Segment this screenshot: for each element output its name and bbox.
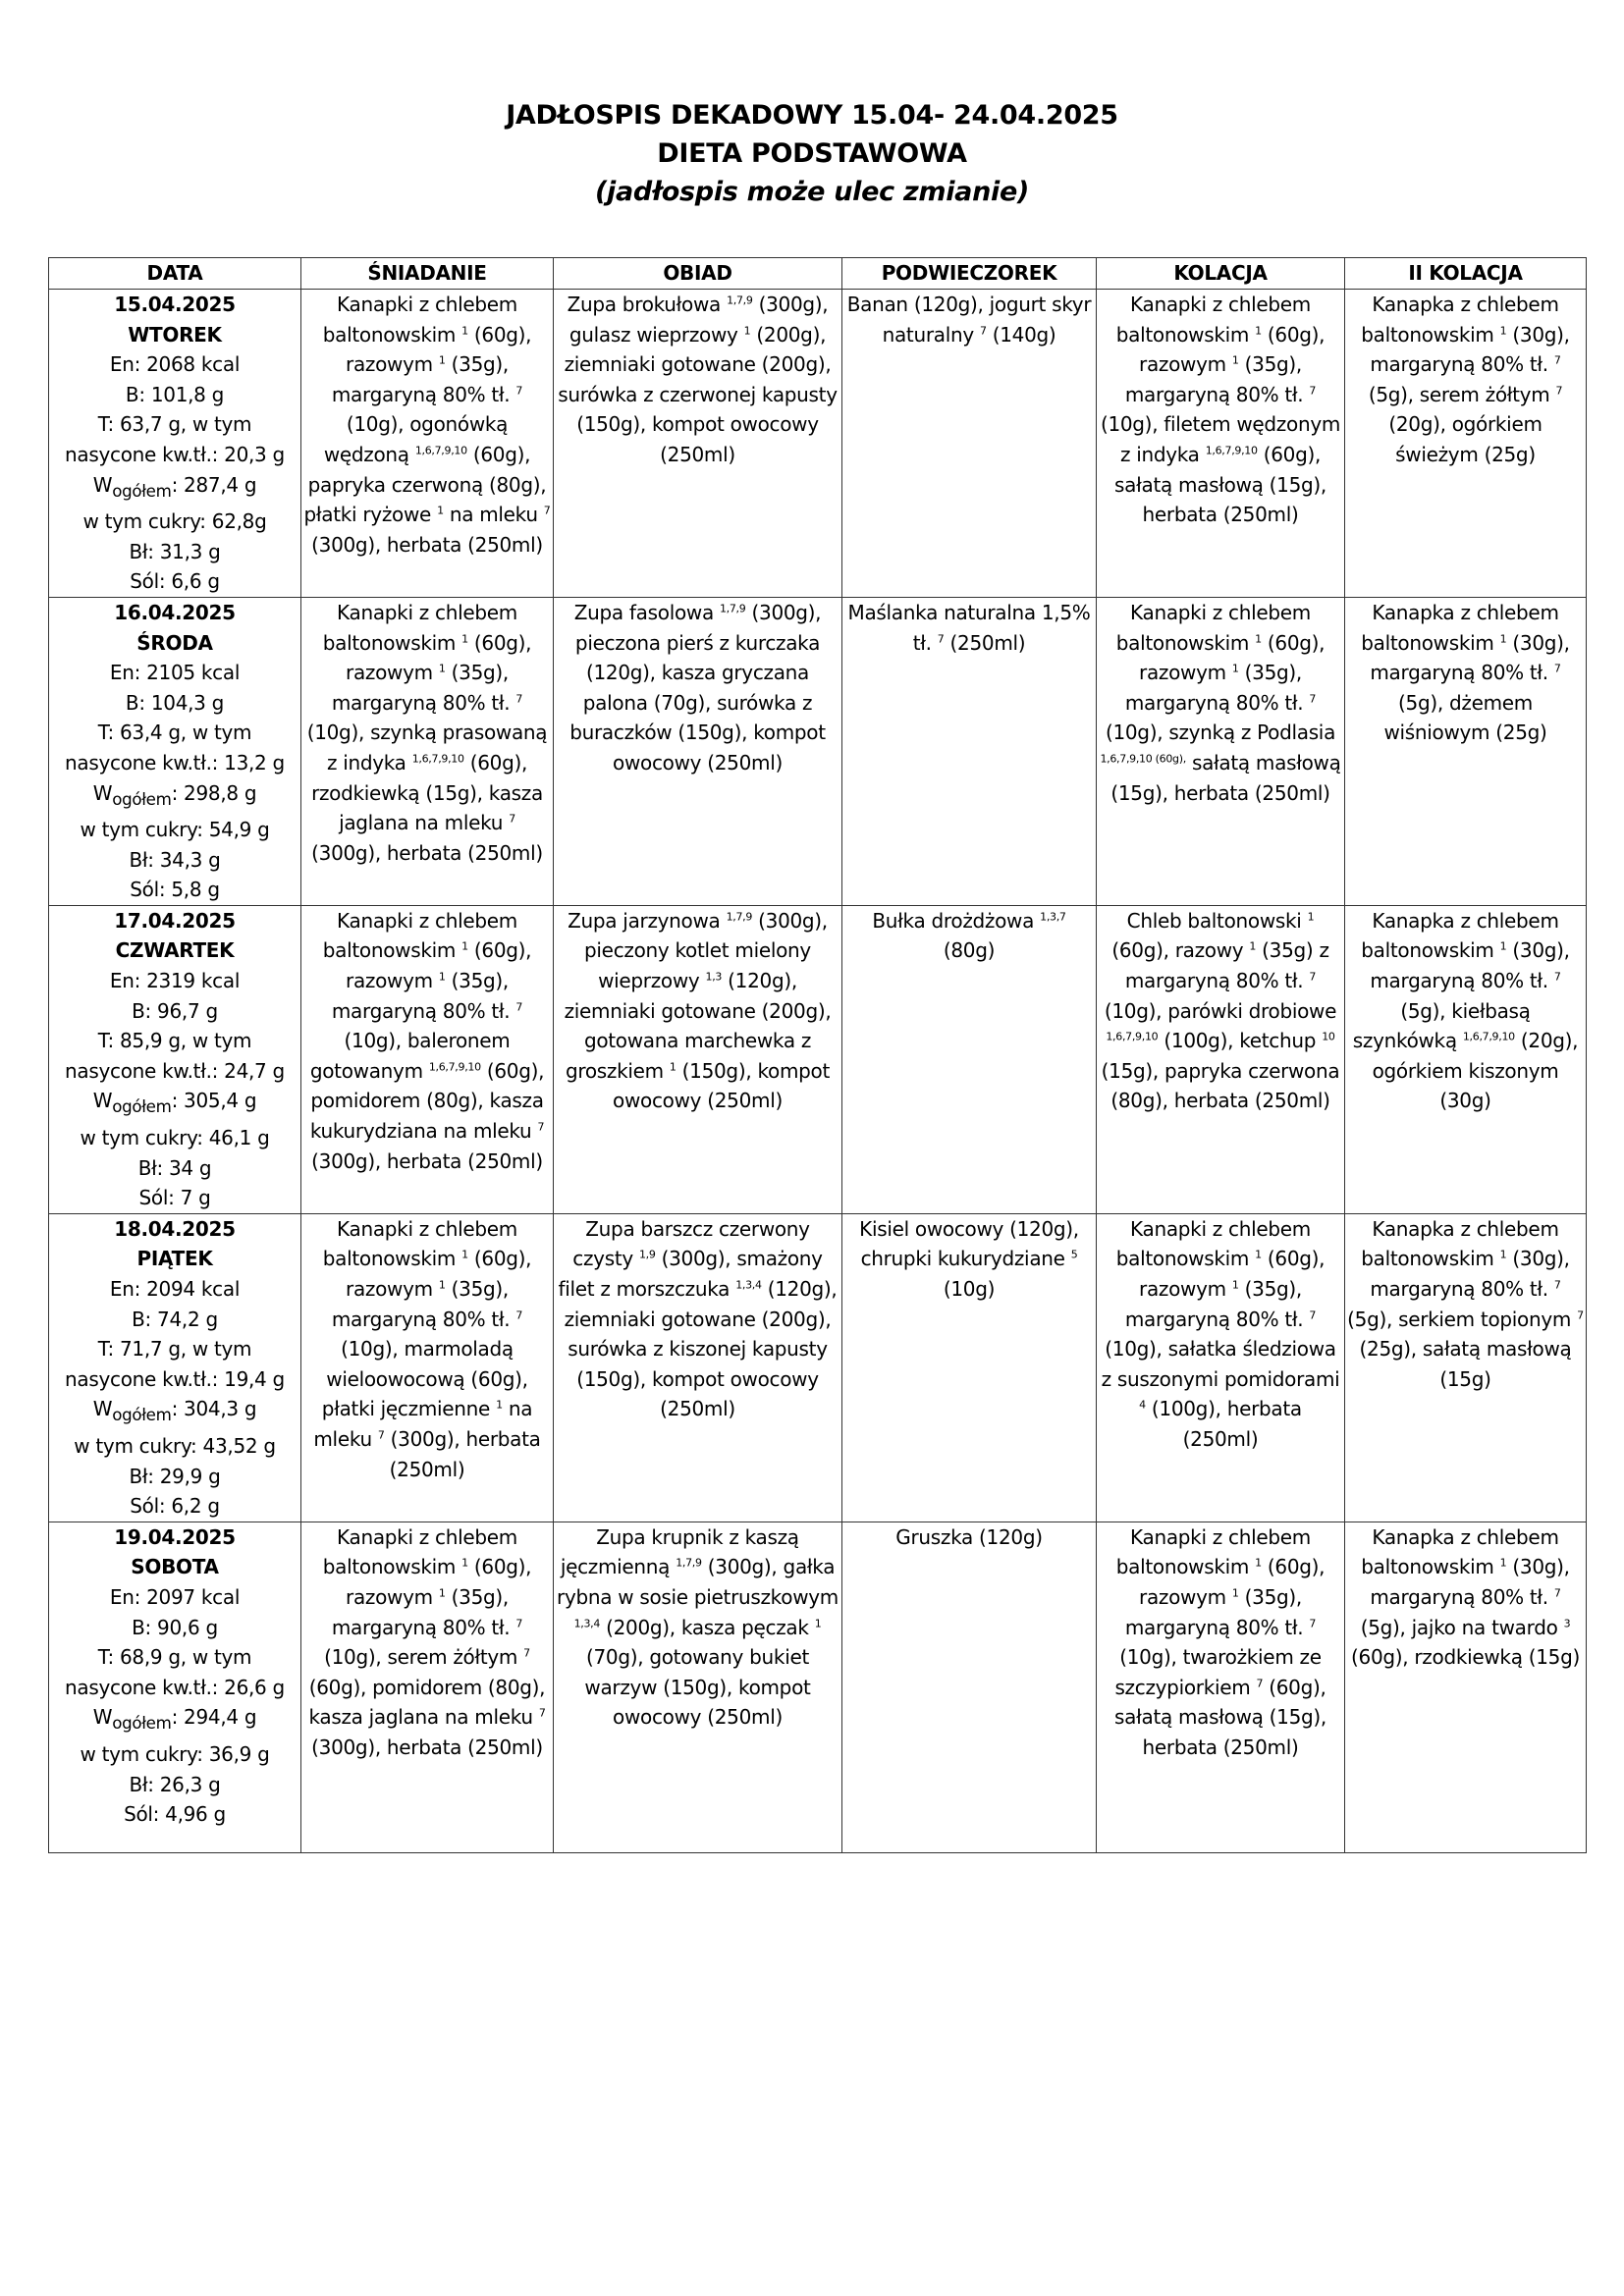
nutrition-line: En: 2105 kcal [109, 661, 241, 685]
nutrition-line: $W_{ogółem}$: 294,4 g [92, 1705, 257, 1734]
nutrition-line: B: 101,8 g [125, 382, 225, 406]
table-header-row [49, 258, 1587, 290]
lunch-cell: Zupa barszcz czerwony czysty $^{1,9}$ (300g), smażony filet z morszczuka $^{1,3,4}$ (120g), ziemniaki gotowane (200g), surówka z kiszonej kapusty (150g), kompot owocowy (250ml) [554, 1213, 842, 1522]
dinner-cell: Chleb baltonowski $^1$ (60g), razowy $^1$ (35g) z margaryną 80% tł. $^7$ (10g), parówki drobiowe $^{1,6,7,9,10}$ (100g), ketchup $^{10}$ (15g), papryka czerwona (80g), herbata (250ml) [1097, 905, 1345, 1213]
snack-cell: Maślanka naturalna 1,5% tł. $^7$ (250ml) [842, 597, 1097, 905]
nutrition-line: Bł: 34,3 g [129, 847, 221, 872]
weekday-label: PIĄTEK [136, 1247, 213, 1271]
nutrition-line: Bł: 31,3 g [129, 539, 221, 563]
date-label: 19.04.2025 [114, 1524, 236, 1549]
nutrition-line: nasycone kw.tł.: 24,7 g [65, 1058, 285, 1083]
date-cell [49, 597, 301, 905]
nutrition-line: Sól: 7 g [138, 1186, 211, 1210]
dinner-cell: Kanapki z chlebem baltonowskim $^1$ (60g), razowym $^1$ (35g), margaryną 80% tł. $^7$ (10g), filetem wędzonym z indyka $^{1,6,7,9,10}$ (60g), sałatą masłową (15g), herbata (250ml) [1097, 290, 1345, 598]
date-label: 16.04.2025 [114, 600, 236, 624]
nutrition-line: B: 90,6 g [132, 1615, 218, 1639]
nutrition-line: En: 2319 kcal [109, 969, 241, 993]
dinner-cell: Kanapki z chlebem baltonowskim $^1$ (60g), razowym $^1$ (35g), margaryną 80% tł. $^7$ (10g), sałatka śledziowa z suszonymi pomidorami $^4$ (100g), herbata (250ml) [1097, 1213, 1345, 1522]
nutrition-line: $W_{ogółem}$: 287,4 g [92, 472, 257, 501]
lunch-cell: Zupa jarzynowa $^{1,7,9}$ (300g), pieczony kotlet mielony wieprzowy $^{1,3}$ (120g), ziemniaki gotowane (200g), gotowana marchewka z groszkiem $^1$ (150g), kompot owocowy (250ml) [554, 905, 842, 1213]
breakfast-cell: Kanapki z chlebem baltonowskim $^1$ (60g), razowym $^1$ (35g), margaryną 80% tł. $^7$ (10g), marmoladą wieloowocową (60g), płatki jęczmienne $^1$ na mleku $^7$ (300g), herbata (250ml) [301, 1213, 554, 1522]
document-header [0, 96, 1624, 211]
nutrition-line: Bł: 34 g [137, 1155, 212, 1180]
menu-table [48, 257, 1587, 1853]
column-header-snack: PODWIECZOREK [842, 258, 1097, 290]
nutrition-line: En: 2094 kcal [109, 1277, 241, 1301]
nutrition-line: w tym cukry: 36,9 g [80, 1741, 270, 1766]
nutrition-line: w tym cukry: 62,8g [82, 509, 267, 534]
nutrition-line: T: 85,9 g, w tym [97, 1029, 252, 1053]
weekday-label: SOBOTA [131, 1555, 219, 1579]
nutrition-line: nasycone kw.tł.: 20,3 g [65, 442, 285, 466]
lunch-cell: Zupa krupnik z kaszą jęczmienną $^{1,7,9}$ (300g), gałka rybna w sosie pietruszkowym $^{1,3,4}$ (200g), kasza pęczak $^1$ (70g), gotowany bukiet warzyw (150g), kompot owocowy (250ml) [554, 1522, 842, 1852]
weekday-label: ŚRODA [136, 630, 213, 655]
column-header-dinner: KOLACJA [1097, 258, 1345, 290]
snack-cell: Bułka drożdżowa $^{1,3,7}$ (80g) [842, 905, 1097, 1213]
nutrition-line: T: 71,7 g, w tym [97, 1337, 252, 1362]
nutrition-line: En: 2097 kcal [109, 1584, 241, 1609]
nutrition-line: w tym cukry: 54,9 g [80, 818, 270, 842]
nutrition-line: Bł: 26,3 g [129, 1772, 221, 1796]
snack-cell: Gruszka (120g) [842, 1522, 1097, 1852]
date-label: 15.04.2025 [114, 293, 236, 316]
lunch-cell: Zupa fasolowa $^{1,7,9}$ (300g), pieczona pierś z kurczaka (120g), kasza gryczana palona (70g), surówka z buraczków (150g), kompot owocowy (250ml) [554, 597, 842, 905]
document-title: JADŁOSPIS DEKADOWY 15.04- 24.04.2025 [506, 100, 1118, 131]
dinner-cell: Kanapki z chlebem baltonowskim $^1$ (60g), razowym $^1$ (35g), margaryną 80% tł. $^7$ (10g), twarożkiem ze szczypiorkiem $^7$ (60g), sałatą masłową (15g), herbata (250ml) [1097, 1522, 1345, 1852]
table-row [49, 1213, 1587, 1522]
nutrition-line: nasycone kw.tł.: 19,4 g [65, 1366, 285, 1391]
menu-table-body [49, 290, 1587, 1853]
column-header-date: DATA [49, 258, 301, 290]
nutrition-line: En: 2068 kcal [109, 352, 241, 377]
nutrition-line: T: 63,7 g, w tym [97, 412, 252, 437]
nutrition-line: Sól: 6,2 g [130, 1494, 220, 1519]
nutrition-line: $W_{ogółem}$: 298,8 g [92, 780, 257, 809]
nutrition-line: T: 63,4 g, w tym [97, 721, 252, 745]
column-header-lunch: OBIAD [554, 258, 842, 290]
diet-name: DIETA PODSTAWOWA [657, 138, 967, 169]
date-label: 18.04.2025 [114, 1216, 236, 1241]
nutrition-line: w tym cukry: 43,52 g [74, 1433, 276, 1458]
breakfast-cell: Kanapki z chlebem baltonowskim $^1$ (60g), razowym $^1$ (35g), margaryną 80% tł. $^7$ (10g), serem żółtym $^7$ (60g), pomidorem (80g), kasza jaglana na mleku $^7$ (300g), herbata (250ml) [301, 1522, 554, 1852]
date-cell [49, 1213, 301, 1522]
menu-change-note: (jadłospis może ulec zmianie) [595, 177, 1029, 207]
breakfast-cell: Kanapki z chlebem baltonowskim $^1$ (60g), razowym $^1$ (35g), margaryną 80% tł. $^7$ (10g), baleronem gotowanym $^{1,6,7,9,10}$ (60g), pomidorem (80g), kasza kukurydziana na mleku $^7$ (300g), herbata (250ml) [301, 905, 554, 1213]
nutrition-line: w tym cukry: 46,1 g [80, 1126, 270, 1150]
nutrition-line: B: 96,7 g [132, 998, 218, 1023]
weekday-label: WTOREK [128, 322, 222, 347]
date-cell [49, 905, 301, 1213]
dinner-cell: Kanapki z chlebem baltonowskim $^1$ (60g), razowym $^1$ (35g), margaryną 80% tł. $^7$ (10g), szynką z Podlasia $^{1,6,7,9,10 (60g),}$ sałatą masłową (15g), herbata (250ml) [1097, 597, 1345, 905]
date-cell [49, 1522, 301, 1852]
table-row [49, 290, 1587, 598]
second-dinner-cell: Kanapka z chlebem baltonowskim $^1$ (30g), margaryną 80% tł. $^7$ (5g), serem żółtym $^7$ (20g), ogórkiem świeżym (25g) [1345, 290, 1587, 598]
second-dinner-cell: Kanapka z chlebem baltonowskim $^1$ (30g), margaryną 80% tł. $^7$ (5g), jajko na twardo $^3$ (60g), rzodkiewką (15g) [1345, 1522, 1587, 1852]
snack-cell: Banan (120g), jogurt skyr naturalny $^7$ (140g) [842, 290, 1097, 598]
column-header-breakfast: ŚNIADANIE [301, 258, 554, 290]
nutrition-line: Bł: 29,9 g [129, 1464, 221, 1488]
nutrition-line: nasycone kw.tł.: 13,2 g [65, 750, 285, 774]
nutrition-line: $W_{ogółem}$: 304,3 g [92, 1397, 257, 1425]
nutrition-line: $W_{ogółem}$: 305,4 g [92, 1089, 257, 1117]
nutrition-line: nasycone kw.tł.: 26,6 g [65, 1675, 285, 1699]
second-dinner-cell: Kanapka z chlebem baltonowskim $^1$ (30g), margaryną 80% tł. $^7$ (5g), kiełbasą szynkówką $^{1,6,7,9,10}$ (20g), ogórkiem kiszonym (30g) [1345, 905, 1587, 1213]
lunch-cell: Zupa brokułowa $^{1,7,9}$ (300g), gulasz wieprzowy $^1$ (200g), ziemniaki gotowane (200g), surówka z czerwonej kapusty (150g), kompot owocowy (250ml) [554, 290, 842, 598]
table-row [49, 1522, 1587, 1852]
table-row [49, 905, 1587, 1213]
nutrition-line: Sól: 4,96 g [124, 1802, 226, 1827]
nutrition-line: B: 74,2 g [132, 1307, 218, 1331]
nutrition-line: Sól: 6,6 g [130, 569, 220, 594]
column-header-second-dinner: II KOLACJA [1345, 258, 1587, 290]
weekday-label: CZWARTEK [115, 938, 235, 963]
date-cell [49, 290, 301, 598]
nutrition-line: T: 68,9 g, w tym [97, 1645, 252, 1670]
breakfast-cell: Kanapki z chlebem baltonowskim $^1$ (60g), razowym $^1$ (35g), margaryną 80% tł. $^7$ (10g), szynką prasowaną z indyka $^{1,6,7,9,10}$ (60g), rzodkiewką (15g), kasza jaglana na mleku $^7$ (300g), herbata (250ml) [301, 597, 554, 905]
table-row [49, 597, 1587, 905]
date-label: 17.04.2025 [114, 908, 236, 933]
snack-cell: Kisiel owocowy (120g), chrupki kukurydziane $^5$ (10g) [842, 1213, 1097, 1522]
second-dinner-cell: Kanapka z chlebem baltonowskim $^1$ (30g), margaryną 80% tł. $^7$ (5g), dżemem wiśniowym (25g) [1345, 597, 1587, 905]
nutrition-line: B: 104,3 g [125, 690, 225, 715]
nutrition-line: Sól: 5,8 g [130, 878, 220, 902]
breakfast-cell: Kanapki z chlebem baltonowskim $^1$ (60g), razowym $^1$ (35g), margaryną 80% tł. $^7$ (10g), ogonówką wędzoną $^{1,6,7,9,10}$ (60g), papryka czerwoną (80g), płatki ryżowe $^1$ na mleku $^7$ (300g), herbata (250ml) [301, 290, 554, 598]
second-dinner-cell: Kanapka z chlebem baltonowskim $^1$ (30g), margaryną 80% tł. $^7$ (5g), serkiem topionym $^7$ (25g), sałatą masłową (15g) [1345, 1213, 1587, 1522]
